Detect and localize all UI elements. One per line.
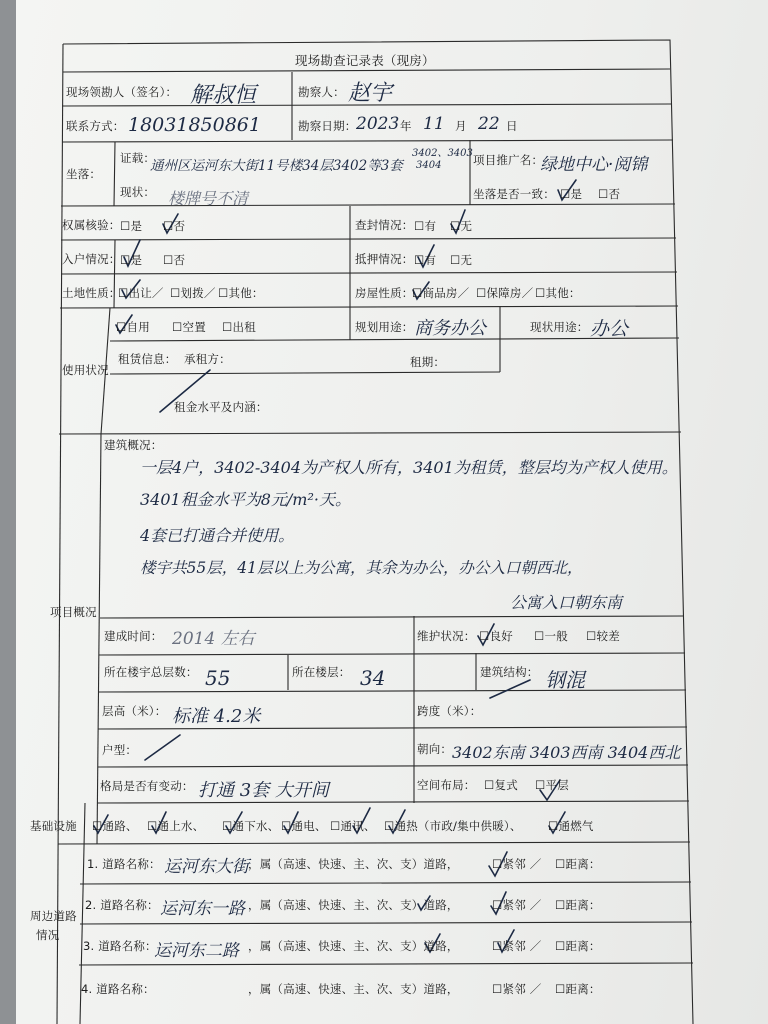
rights-yes[interactable]: ☐是 [120, 219, 143, 233]
roads-label-line2: 情况 [36, 928, 60, 942]
day-label: 日 [506, 119, 518, 133]
consistent-yes[interactable]: ☐是 [560, 187, 583, 201]
house-opt-commercial-label: 商品房／ [422, 286, 470, 300]
road-2 [85, 897, 159, 913]
land-opt-transfer-label: 出让／ [128, 286, 164, 300]
infra-telecom-label: 通讯、 [340, 819, 376, 833]
rights-yes-label: 是 [130, 219, 143, 233]
maint-normal-label: 一般 [544, 629, 568, 643]
road-1-adjacent[interactable]: ☐紧邻 ／ [492, 857, 542, 871]
mortgage-none[interactable]: ☐无 [450, 253, 473, 267]
survey-date-label: 勘察日期： [298, 119, 357, 133]
road-1 [87, 856, 161, 872]
entry-yes-label: 是 [130, 253, 143, 267]
usage-label: 使用状况 [62, 363, 109, 377]
road-4-distance[interactable]: ☐距离： [555, 982, 601, 996]
infra-heating[interactable]: ☐通热（市政/集中供暖）、 [384, 819, 522, 833]
built-time-value: 2014 左右 [172, 629, 255, 649]
infra-gas-label: 通燃气 [558, 819, 594, 833]
road-4-adjacent[interactable]: ☐紧邻 ／ [492, 982, 542, 996]
house-opt-other[interactable]: ☐其他： [535, 286, 581, 300]
road-2-name-label: 道路名称： [100, 898, 159, 912]
road-3-name: 运河东二路 [154, 941, 239, 961]
phone-value: 18031850861 [128, 114, 261, 136]
road-1-num: 1. [87, 857, 103, 871]
road-4-distance-label: 距离： [565, 982, 601, 996]
project-name-value: 绿地中心·阅锦 [540, 155, 648, 175]
surveyor-label: 勘察人： [298, 85, 345, 99]
usage-self[interactable]: ☐自用 [116, 320, 150, 334]
space-duplex-label: 复式 [494, 778, 518, 792]
maint-good-label: 良好 [489, 629, 513, 643]
road-3-distance[interactable]: ☐距离： [555, 939, 601, 953]
road-2-adjacent[interactable]: ☐紧邻 ／ [492, 898, 542, 912]
infra-road-label: 通路、 [102, 819, 138, 833]
space-label: 空间布局： [417, 778, 476, 792]
road-4-adjacent-label: 紧邻 ／ [502, 982, 542, 996]
project-label: 项目概况 [50, 605, 97, 619]
date-year: 2023 [356, 114, 400, 134]
land-opt-other[interactable]: ☐其他： [218, 286, 264, 300]
location-label: 坐落： [66, 167, 102, 181]
infra-water-label: 通上水、 [157, 819, 205, 833]
road-1-name-label: 道路名称： [102, 857, 161, 871]
usage-rent-label: 出租 [232, 320, 256, 334]
infra-sewer[interactable]: ☐通下水、 [222, 819, 280, 833]
house-opt-other-label: 其他： [545, 286, 581, 300]
maint-label: 维护状况： [417, 629, 476, 643]
house-label: 房屋性质： [355, 286, 414, 300]
road-1-adjacent-label: 紧邻 ／ [502, 857, 542, 871]
house-opt-affordable[interactable]: ☐保障房／ [476, 286, 534, 300]
land-opt-allocate-label: 划拨／ [180, 286, 216, 300]
road-2-name: 运河东一路 [160, 899, 245, 919]
road-3-adjacent[interactable]: ☐紧邻 ／ [492, 939, 542, 953]
note-line-2: 3401租金水平为8元/m²·天。 [140, 490, 351, 509]
maint-poor-label: 较差 [596, 629, 620, 643]
road-3 [83, 938, 157, 954]
cert-label: 证载： [120, 151, 156, 165]
road-2-attr: ，属（高速、快速、主、次、支）道路， [248, 898, 459, 912]
current-label: 现状： [120, 185, 156, 199]
usage-rent[interactable]: ☐出租 [222, 320, 256, 334]
infra-water[interactable]: ☐通上水、 [147, 819, 205, 833]
lease-label: 租赁信息： [118, 352, 177, 366]
term-label: 租期： [410, 355, 446, 369]
note-line-1: 一层4户，3402-3404为产权人所有，3401为租赁，整层均为产权人使用。 [140, 458, 678, 477]
space-flat[interactable]: ☐平层 [535, 778, 569, 792]
infra-power[interactable]: ☐通电、 [281, 819, 327, 833]
infra-label: 基础设施 [30, 819, 77, 833]
infra-road[interactable]: ☐通路、 [92, 819, 138, 833]
maint-normal[interactable]: ☐一般 [534, 629, 568, 643]
infra-telecom[interactable]: ☐通讯、 [330, 819, 376, 833]
orient-value: 3402东南 3403西南 3404西北 [452, 743, 681, 762]
road-2-distance-label: 距离： [565, 898, 601, 912]
plan-use-value: 商务办公 [414, 318, 486, 339]
height-label: 层高（米）： [102, 704, 167, 718]
built-time-label: 建成时间： [104, 629, 163, 643]
road-4-attr: ，属（高速、快速、主、次、支）道路， [248, 982, 459, 996]
maint-good[interactable]: ☐良好 [479, 629, 513, 643]
height-value: 标准 4.2米 [172, 706, 261, 727]
mortgage-label: 抵押情况： [355, 252, 414, 266]
road-4-name-label: 道路名称： [96, 982, 155, 996]
land-opt-other-label: 其他： [228, 286, 264, 300]
cert-units: 3402、3403 [412, 148, 473, 159]
structure-label: 建筑结构： [480, 665, 539, 679]
orient-label: 朝向： [417, 742, 453, 756]
note-line-5: 公寓入口朝东南 [510, 593, 623, 612]
mortgage-none-label: 无 [460, 253, 473, 267]
space-duplex[interactable]: ☐复式 [484, 778, 518, 792]
surveyor-signature: 赵宇 [348, 81, 393, 106]
road-4-num: 4. [81, 982, 97, 996]
structure-value: 钢混 [545, 668, 585, 692]
house-opt-affordable-label: 保障房／ [486, 286, 534, 300]
road-3-distance-label: 距离： [565, 939, 601, 953]
road-1-distance-label: 距离： [565, 857, 601, 871]
form-title: 现场勘查记录表（现房） [295, 53, 435, 68]
land-label: 土地性质： [62, 286, 121, 300]
infra-power-label: 通电、 [291, 819, 327, 833]
date-month: 11 [423, 114, 445, 134]
seal-none[interactable]: ☐无 [450, 219, 473, 233]
infra-sewer-label: 通下水、 [232, 819, 280, 833]
road-3-attr: ，属（高速、快速、主、次、支）道路， [248, 939, 459, 953]
mortgage-have-label: 有 [424, 253, 437, 267]
rent-level-label: 租金水平及内涵： [174, 400, 268, 414]
layout-change-value: 打通 3套 大开间 [198, 780, 329, 801]
road-1-name: 运河东大街 [164, 857, 249, 877]
maint-poor[interactable]: ☐较差 [586, 629, 620, 643]
entry-no-label: 否 [173, 253, 186, 267]
actual-use-label: 现状用途： [530, 320, 589, 334]
leader-signature: 解叔恒 [190, 83, 257, 108]
land-opt-allocate[interactable]: ☐划拨／ [170, 286, 216, 300]
rights-label: 权属核验： [62, 218, 121, 232]
current-value: 楼牌号不清 [168, 189, 249, 208]
building-label: 建筑概况： [104, 438, 163, 452]
type-label: 户型： [102, 743, 138, 757]
road-1-distance[interactable]: ☐距离： [555, 857, 601, 871]
usage-vacant-label: 空置 [182, 320, 206, 334]
space-flat-label: 平层 [545, 778, 569, 792]
road-2-distance[interactable]: ☐距离： [555, 898, 601, 912]
lessee-label: 承租方： [184, 352, 231, 366]
floor-value: 34 [360, 666, 386, 690]
floor-label: 所在楼层： [292, 665, 351, 679]
date-day: 22 [478, 114, 500, 134]
cert-address: 通州区运河东大街11号楼34层3402等3套 [150, 158, 403, 174]
note-line-3: 4套已打通合并使用。 [140, 526, 295, 545]
road-4 [81, 981, 155, 997]
plan-use-label: 规划用途： [355, 320, 414, 334]
cert-units-2: 3404 [416, 160, 442, 171]
road-1-attr: ，属（高速、快速、主、次、支）道路， [248, 857, 459, 871]
total-floors-value: 55 [205, 666, 231, 690]
road-3-adjacent-label: 紧邻 ／ [502, 939, 542, 953]
total-floors-label: 所在楼宇总层数： [104, 665, 198, 679]
seal-none-label: 无 [460, 219, 473, 233]
seal-have-label: 有 [424, 219, 437, 233]
infra-heating-label: 通热（市政/集中供暖）、 [394, 819, 522, 833]
mortgage-have[interactable]: ☐有 [414, 253, 437, 267]
span-label: 跨度（米）： [417, 704, 482, 718]
note-line-4: 楼宇共55层，41层以上为公寓，其余为办公，办公入口朝西北， [140, 559, 583, 577]
seal-label: 查封情况： [355, 218, 414, 232]
road-2-adjacent-label: 紧邻 ／ [502, 898, 542, 912]
usage-vacant[interactable]: ☐空置 [172, 320, 206, 334]
rights-no-label: 否 [173, 219, 186, 233]
roads-label-line1: 周边道路 [30, 909, 77, 923]
consistent-yes-label: 是 [570, 187, 583, 201]
usage-self-label: 自用 [126, 320, 150, 334]
road-3-name-label: 道路名称： [98, 939, 157, 953]
leader-label: 现场领勘人（签名）： [66, 85, 178, 99]
consistent-no-label: 否 [608, 187, 621, 201]
entry-no[interactable]: ☐否 [163, 253, 186, 267]
house-opt-commercial[interactable]: ☐商品房／ [412, 286, 470, 300]
consistent-label: 坐落是否一致： [473, 187, 555, 201]
project-name-label: 项目推广名： [473, 153, 544, 167]
rights-no[interactable]: ☐否 [163, 219, 186, 233]
road-2-num: 2. [85, 898, 101, 912]
year-label: 年 [400, 119, 412, 133]
road-3-num: 3. [83, 939, 99, 953]
month-label: 月 [455, 119, 467, 133]
actual-use-value: 办公 [590, 318, 629, 340]
infra-gas[interactable]: ☐通燃气 [548, 819, 594, 833]
land-opt-transfer[interactable]: ☐出让／ [118, 286, 164, 300]
contact-label: 联系方式： [66, 119, 125, 133]
entry-yes[interactable]: ☐是 [120, 253, 143, 267]
entry-label: 入户情况： [62, 252, 121, 266]
seal-have[interactable]: ☐有 [414, 219, 437, 233]
consistent-no[interactable]: ☐否 [598, 187, 621, 201]
layout-change-label: 格局是否有变动： [100, 779, 194, 793]
